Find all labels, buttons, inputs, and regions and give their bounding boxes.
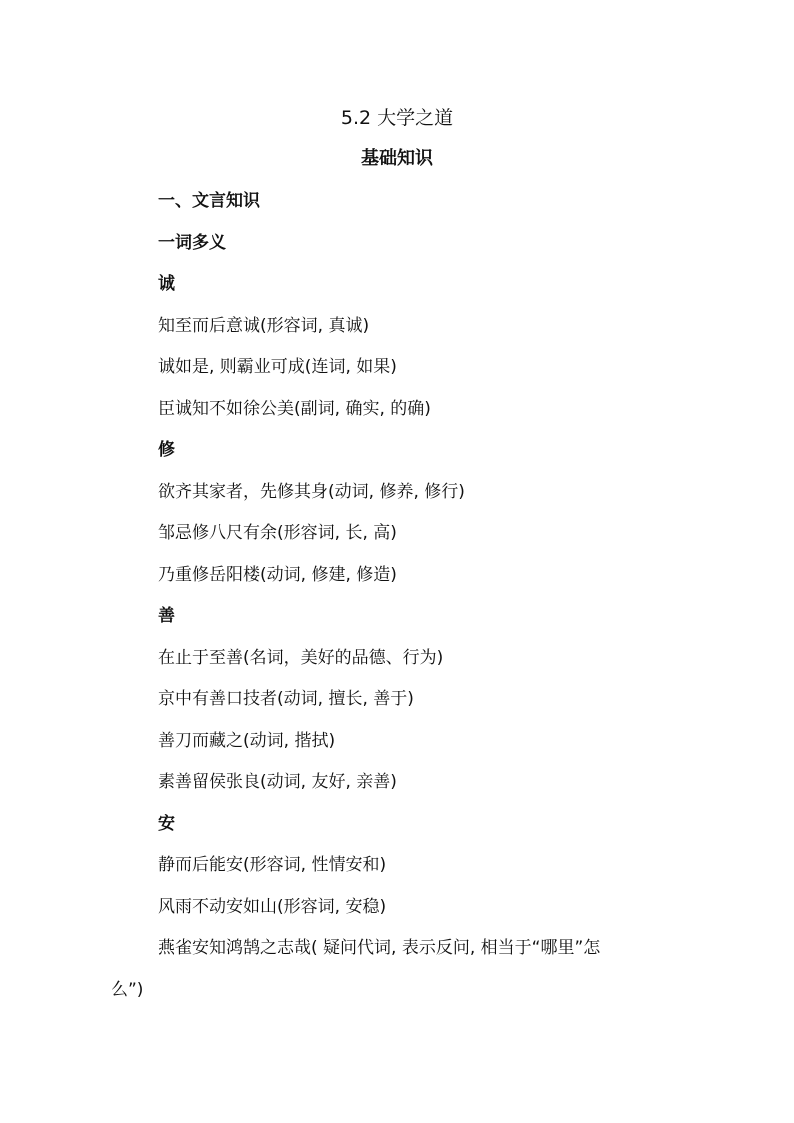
page-subtitle: 基础知识 bbox=[361, 148, 433, 169]
entry-example-wrapped: 燕雀安知鸿鹄之志哉( 疑问代词, 表示反问, 相当于“哪里”怎 bbox=[158, 938, 601, 958]
entry-char: 善 bbox=[158, 606, 175, 626]
entry-example: 邹忌修八尺有余(形容词, 长, 高) bbox=[158, 523, 397, 543]
entry-example: 京中有善口技者(动词, 擅长, 善于) bbox=[158, 689, 414, 709]
entry-char: 安 bbox=[158, 814, 175, 834]
entry-example: 知至而后意诚(形容词, 真诚) bbox=[158, 316, 370, 336]
entry-example: 臣诚知不如徐公美(副词, 确实, 的确) bbox=[158, 399, 431, 419]
entry-example: 风雨不动安如山(形容词, 安稳) bbox=[158, 897, 387, 917]
entry-example: 诚如是, 则霸业可成(连词, 如果) bbox=[158, 357, 397, 377]
entry-example: 善刀而藏之(动词, 揩拭) bbox=[158, 731, 336, 751]
entry-char: 诚 bbox=[158, 274, 175, 294]
entry-example: 乃重修岳阳楼(动词, 修建, 修造) bbox=[158, 565, 397, 585]
entry-example-continuation: 么”) bbox=[111, 980, 144, 1000]
entry-example: 在止于至善(名词，美好的品德、行为) bbox=[158, 648, 444, 668]
entry-example: 欲齐其家者，先修其身(动词, 修养, 修行) bbox=[158, 482, 465, 502]
section-heading: 一、文言知识 bbox=[158, 191, 260, 211]
entry-char: 修 bbox=[158, 440, 175, 460]
entry-example: 素善留侯张良(动词, 友好, 亲善) bbox=[158, 772, 397, 792]
entry-example: 静而后能安(形容词, 性情安和) bbox=[158, 855, 387, 875]
page-title: 5.2 大学之道 bbox=[340, 107, 454, 129]
sub-heading: 一词多义 bbox=[158, 233, 226, 253]
